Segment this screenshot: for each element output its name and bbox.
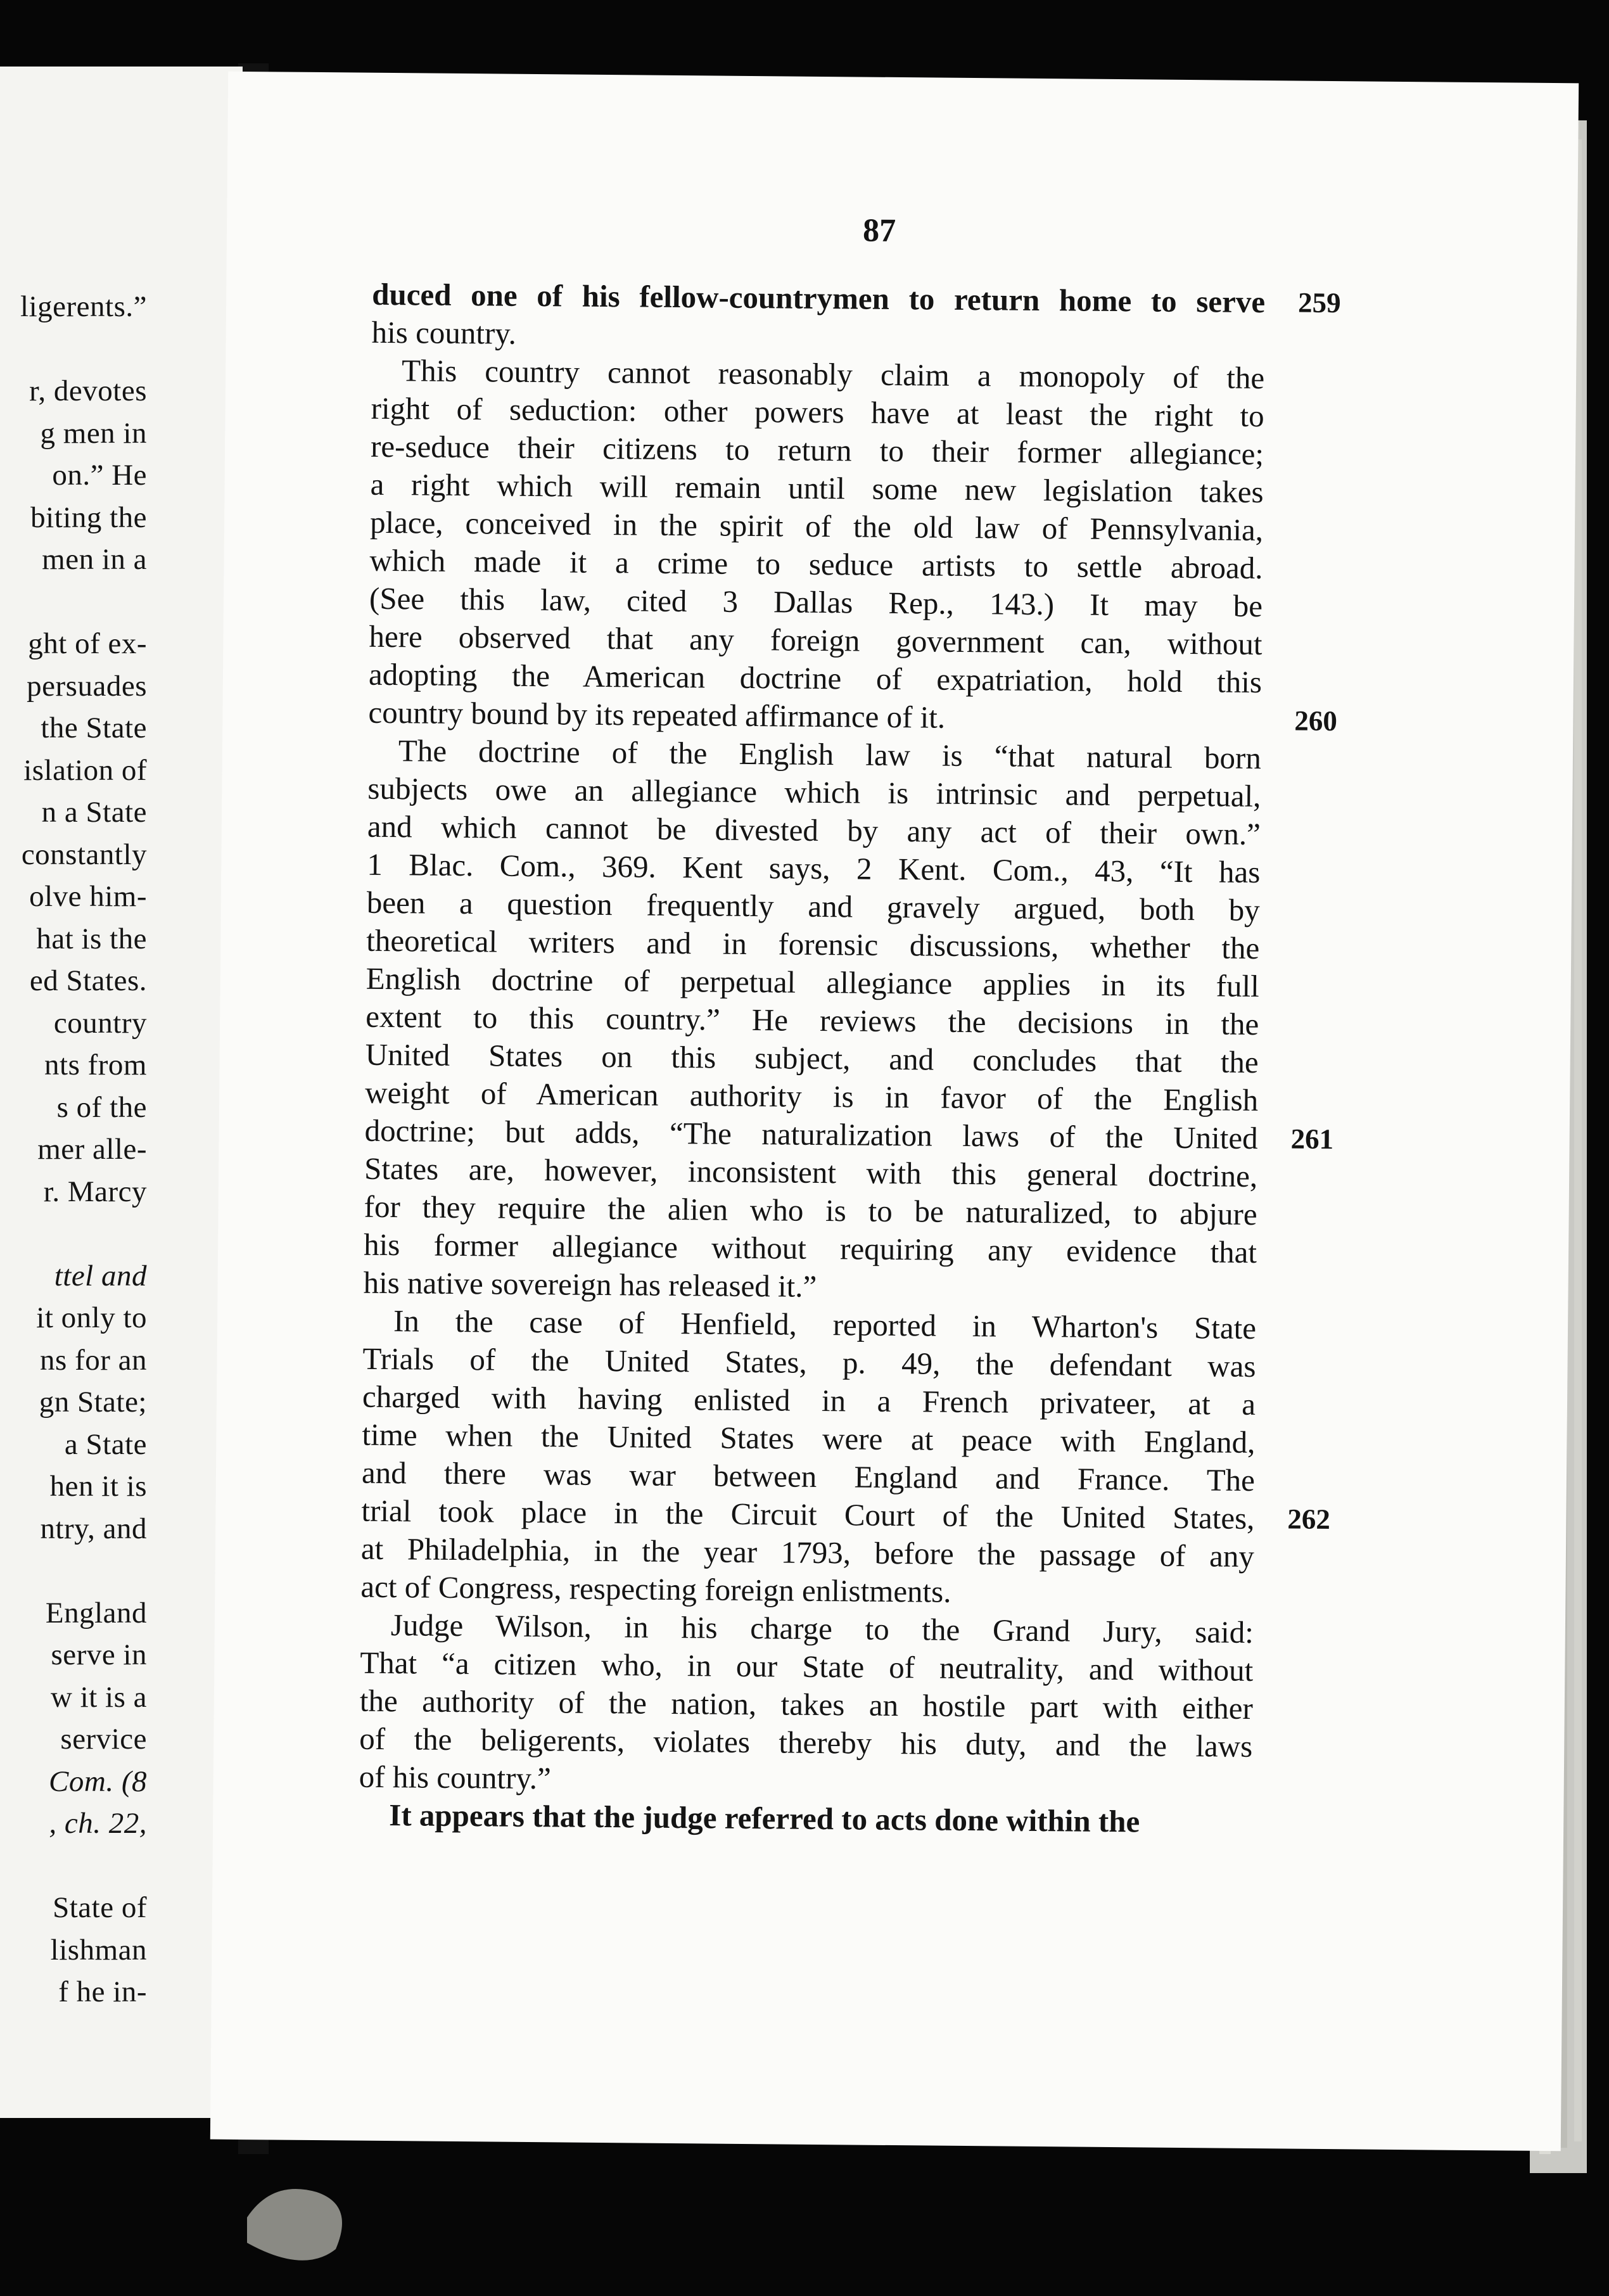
- text-line: The doctrine of the English law is “that natural born: [398, 733, 1262, 776]
- text-line: subjects owe an allegiance which is intrinsic and perpetual,: [367, 770, 1261, 814]
- text-line: time when the United States were at peace with England,: [362, 1417, 1256, 1460]
- page-number: 87: [862, 212, 896, 249]
- text-line: at Philadelphia, in the year 1793, before the passage of any: [360, 1531, 1255, 1574]
- left-page-line: s of the: [56, 1090, 147, 1124]
- left-page-line: ligerents.”: [20, 290, 147, 323]
- left-page-line: lishman: [50, 1933, 147, 1967]
- left-page-line: constantly: [21, 838, 147, 871]
- page-body-text: [359, 276, 1266, 1839]
- text-line: It appears that the judge referred to acts done within the: [389, 1797, 1140, 1839]
- left-page-line: gn State;: [39, 1386, 147, 1419]
- left-page-line: islation of: [23, 753, 147, 787]
- text-line: of the beligerents, violates thereby his duty, and the laws: [359, 1721, 1253, 1764]
- left-page-line: serve in: [51, 1638, 147, 1671]
- text-line: duced one of his fellow-countrymen to return home to serve: [371, 276, 1266, 320]
- left-page-line: n a State: [41, 796, 147, 829]
- left-page-line: ed States.: [29, 964, 147, 997]
- text-line: In the case of Henfield, reported in Wharton's State: [393, 1303, 1257, 1346]
- text-line: act of Congress, respecting foreign enlistments.: [360, 1569, 951, 1609]
- text-line: extent to this country.” He reviews the decisions in the: [366, 998, 1259, 1042]
- left-page-line: ns for an: [40, 1343, 147, 1377]
- text-line: Trials of the United States, p. 49, the defendant was: [362, 1341, 1256, 1384]
- left-page-fragment: [0, 67, 243, 2118]
- text-line: 1 Blac. Com., 369. Kent says, 2 Kent. Com., 43, “It has: [367, 846, 1261, 890]
- left-page-line: a State: [64, 1427, 147, 1461]
- left-page-line: men in a: [42, 543, 147, 576]
- left-page-line: r. Marcy: [43, 1175, 147, 1208]
- text-line: here observed that any foreign government can, without: [369, 618, 1262, 662]
- text-line: This country cannot reasonably claim a monopoly of the: [401, 353, 1265, 396]
- left-page-line: nts from: [44, 1049, 147, 1081]
- margin-number: 260: [1294, 705, 1338, 737]
- text-line: country bound by its repeated affirmance of it.: [368, 694, 946, 735]
- margin-number: 262: [1287, 1503, 1331, 1536]
- text-line: That “a citizen who, in our State of neutrality, and without: [360, 1645, 1254, 1688]
- text-line: (See this law, cited 3 Dallas Rep., 143.) It may be: [369, 580, 1263, 624]
- text-line: and there was war between England and France. The: [361, 1455, 1256, 1498]
- text-line: a right which will remain until some new legislation takes: [370, 466, 1264, 510]
- left-page-line: persuades: [27, 669, 147, 703]
- left-page-line: on.” He: [52, 459, 147, 492]
- left-page-line: it only to: [36, 1301, 147, 1334]
- left-page-line: mer alle-: [37, 1133, 147, 1166]
- left-page-line: olve him-: [29, 880, 147, 913]
- text-line: his country.: [371, 314, 517, 351]
- left-page-line: f he in-: [58, 1975, 147, 2008]
- text-line: United States on this subject, and concludes that the: [365, 1036, 1259, 1080]
- left-page-line: State of: [53, 1891, 147, 1924]
- left-page-line: g men in: [40, 416, 147, 450]
- left-page-line: hen it is: [49, 1470, 147, 1503]
- left-page-line: ght of ex-: [28, 627, 147, 660]
- text-line: right of seduction: other powers have at least the right to: [371, 390, 1264, 434]
- left-page-line: biting the: [30, 501, 147, 534]
- text-line: trial took place in the Circuit Court of the United States,: [361, 1493, 1255, 1536]
- left-page-line: England: [45, 1596, 147, 1630]
- left-page-line: r, devotes: [29, 374, 147, 407]
- text-line: and which cannot be divested by any act of their own.”: [367, 808, 1261, 852]
- left-page-line: ntry, and: [40, 1512, 147, 1545]
- book-page: [210, 72, 1579, 2151]
- text-line: his native sovereign has released it.”: [363, 1265, 817, 1304]
- text-line: States are, however, inconsistent with this general doctrine,: [364, 1151, 1258, 1194]
- margin-number: 259: [1297, 286, 1341, 319]
- text-line: Judge Wilson, in his charge to the Grand Jury, said:: [390, 1607, 1254, 1650]
- left-page-line: the State: [41, 711, 147, 744]
- text-line: weight of American authority is in favor of the English: [364, 1075, 1259, 1118]
- text-line: English doctrine of perpetual allegiance applies in its full: [366, 960, 1259, 1004]
- left-page-line: Com. (8: [49, 1764, 147, 1798]
- left-page-line: hat is the: [36, 922, 147, 955]
- text-line: doctrine; but adds, “The naturalization laws of the United: [364, 1113, 1258, 1156]
- text-line: place, conceived in the spirit of the old law of Pennsylvania,: [369, 504, 1264, 548]
- text-line: his former allegiance without requiring any evidence that: [363, 1227, 1257, 1270]
- text-line: which made it a crime to seduce artists to settle abroad.: [369, 542, 1263, 586]
- left-page-line: w it is a: [50, 1680, 147, 1714]
- left-page-line: , ch. 22,: [49, 1807, 147, 1840]
- margin-number: 261: [1290, 1123, 1334, 1156]
- left-page-line: service: [60, 1723, 147, 1756]
- left-page-line: ttel and: [54, 1259, 147, 1292]
- text-line: theoretical writers and in forensic discussions, whether the: [366, 922, 1260, 966]
- text-line: for they require the alien who is to be naturalized, to abjure: [364, 1189, 1257, 1232]
- text-line: adopting the American doctrine of expatriation, hold this: [368, 656, 1262, 700]
- text-line: re-seduce their citizens to return to their former allegiance;: [370, 428, 1264, 472]
- text-line: of his country.”: [359, 1759, 552, 1796]
- text-line: charged with having enlisted in a French privateer, at a: [362, 1379, 1256, 1422]
- text-line: the authority of the nation, takes an hostile part with either: [359, 1683, 1254, 1726]
- text-line: been a question frequently and gravely argued, both by: [366, 884, 1261, 928]
- left-page-line: country: [53, 1006, 147, 1040]
